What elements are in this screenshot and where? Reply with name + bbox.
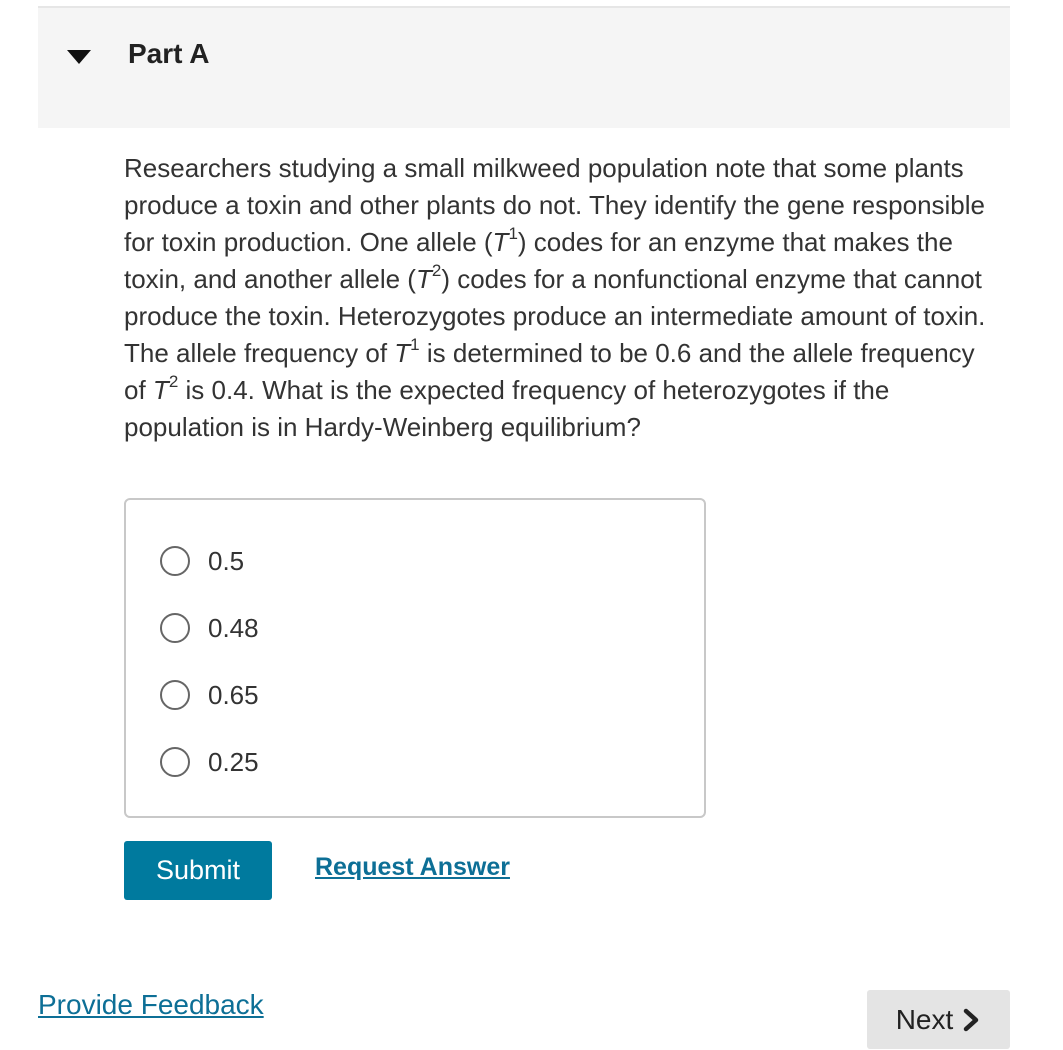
part-title[interactable]: Part A <box>128 38 210 69</box>
question-segment: is 0.4. What is the expected frequency of heterozygotes if the population is in Hardy-Weinberg equilibrium? <box>124 375 890 442</box>
option-label[interactable]: 0.48 <box>208 612 259 643</box>
option-0-5[interactable] <box>160 541 244 581</box>
allele-superscript: 1 <box>508 224 518 243</box>
option-label[interactable]: 0.25 <box>208 746 259 777</box>
question-segment: ) codes for an enzyme that makes the toxin, and another allele ( <box>124 227 953 294</box>
allele-superscript: 2 <box>431 261 442 280</box>
option-0-48[interactable] <box>160 608 259 648</box>
radio-button[interactable] <box>160 747 190 777</box>
submit-button[interactable]: Submit <box>124 841 272 900</box>
option-label[interactable]: 0.5 <box>208 545 245 576</box>
radio-button[interactable] <box>160 680 190 710</box>
option-label[interactable]: 0.65 <box>208 679 259 710</box>
question-segment: Researchers studying a small milkweed population note that some plants produce a toxin and other plants do not. They identify the gene responsible for toxin production. One allele ( <box>124 153 985 257</box>
allele-symbol: T <box>394 338 411 368</box>
next-label: Next <box>895 1003 954 1035</box>
answer-options <box>124 498 706 818</box>
allele-superscript: 1 <box>410 335 420 354</box>
allele-superscript: 2 <box>168 372 179 391</box>
option-0-65[interactable] <box>160 675 259 715</box>
provide-feedback-link[interactable]: Provide Feedback <box>38 989 264 1020</box>
radio-button[interactable] <box>160 613 190 643</box>
allele-symbol: T <box>152 375 169 405</box>
option-0-25[interactable] <box>160 742 259 782</box>
radio-button[interactable] <box>160 546 190 576</box>
allele-symbol: T <box>492 227 509 257</box>
question-text <box>124 150 994 446</box>
question-segment: ) codes for a nonfunctional enzyme that cannot produce the toxin. Heterozygotes produce an intermediate amount of toxin. The allele frequency of <box>124 264 986 368</box>
next-button[interactable] <box>867 990 1010 1049</box>
triangle-down-icon[interactable] <box>67 50 91 64</box>
allele-symbol: T <box>415 264 432 294</box>
chevron-right-icon <box>961 1008 981 1032</box>
question-segment: is determined to be 0.6 and the allele frequency of <box>124 338 975 405</box>
request-answer-link[interactable]: Request Answer <box>315 853 510 881</box>
